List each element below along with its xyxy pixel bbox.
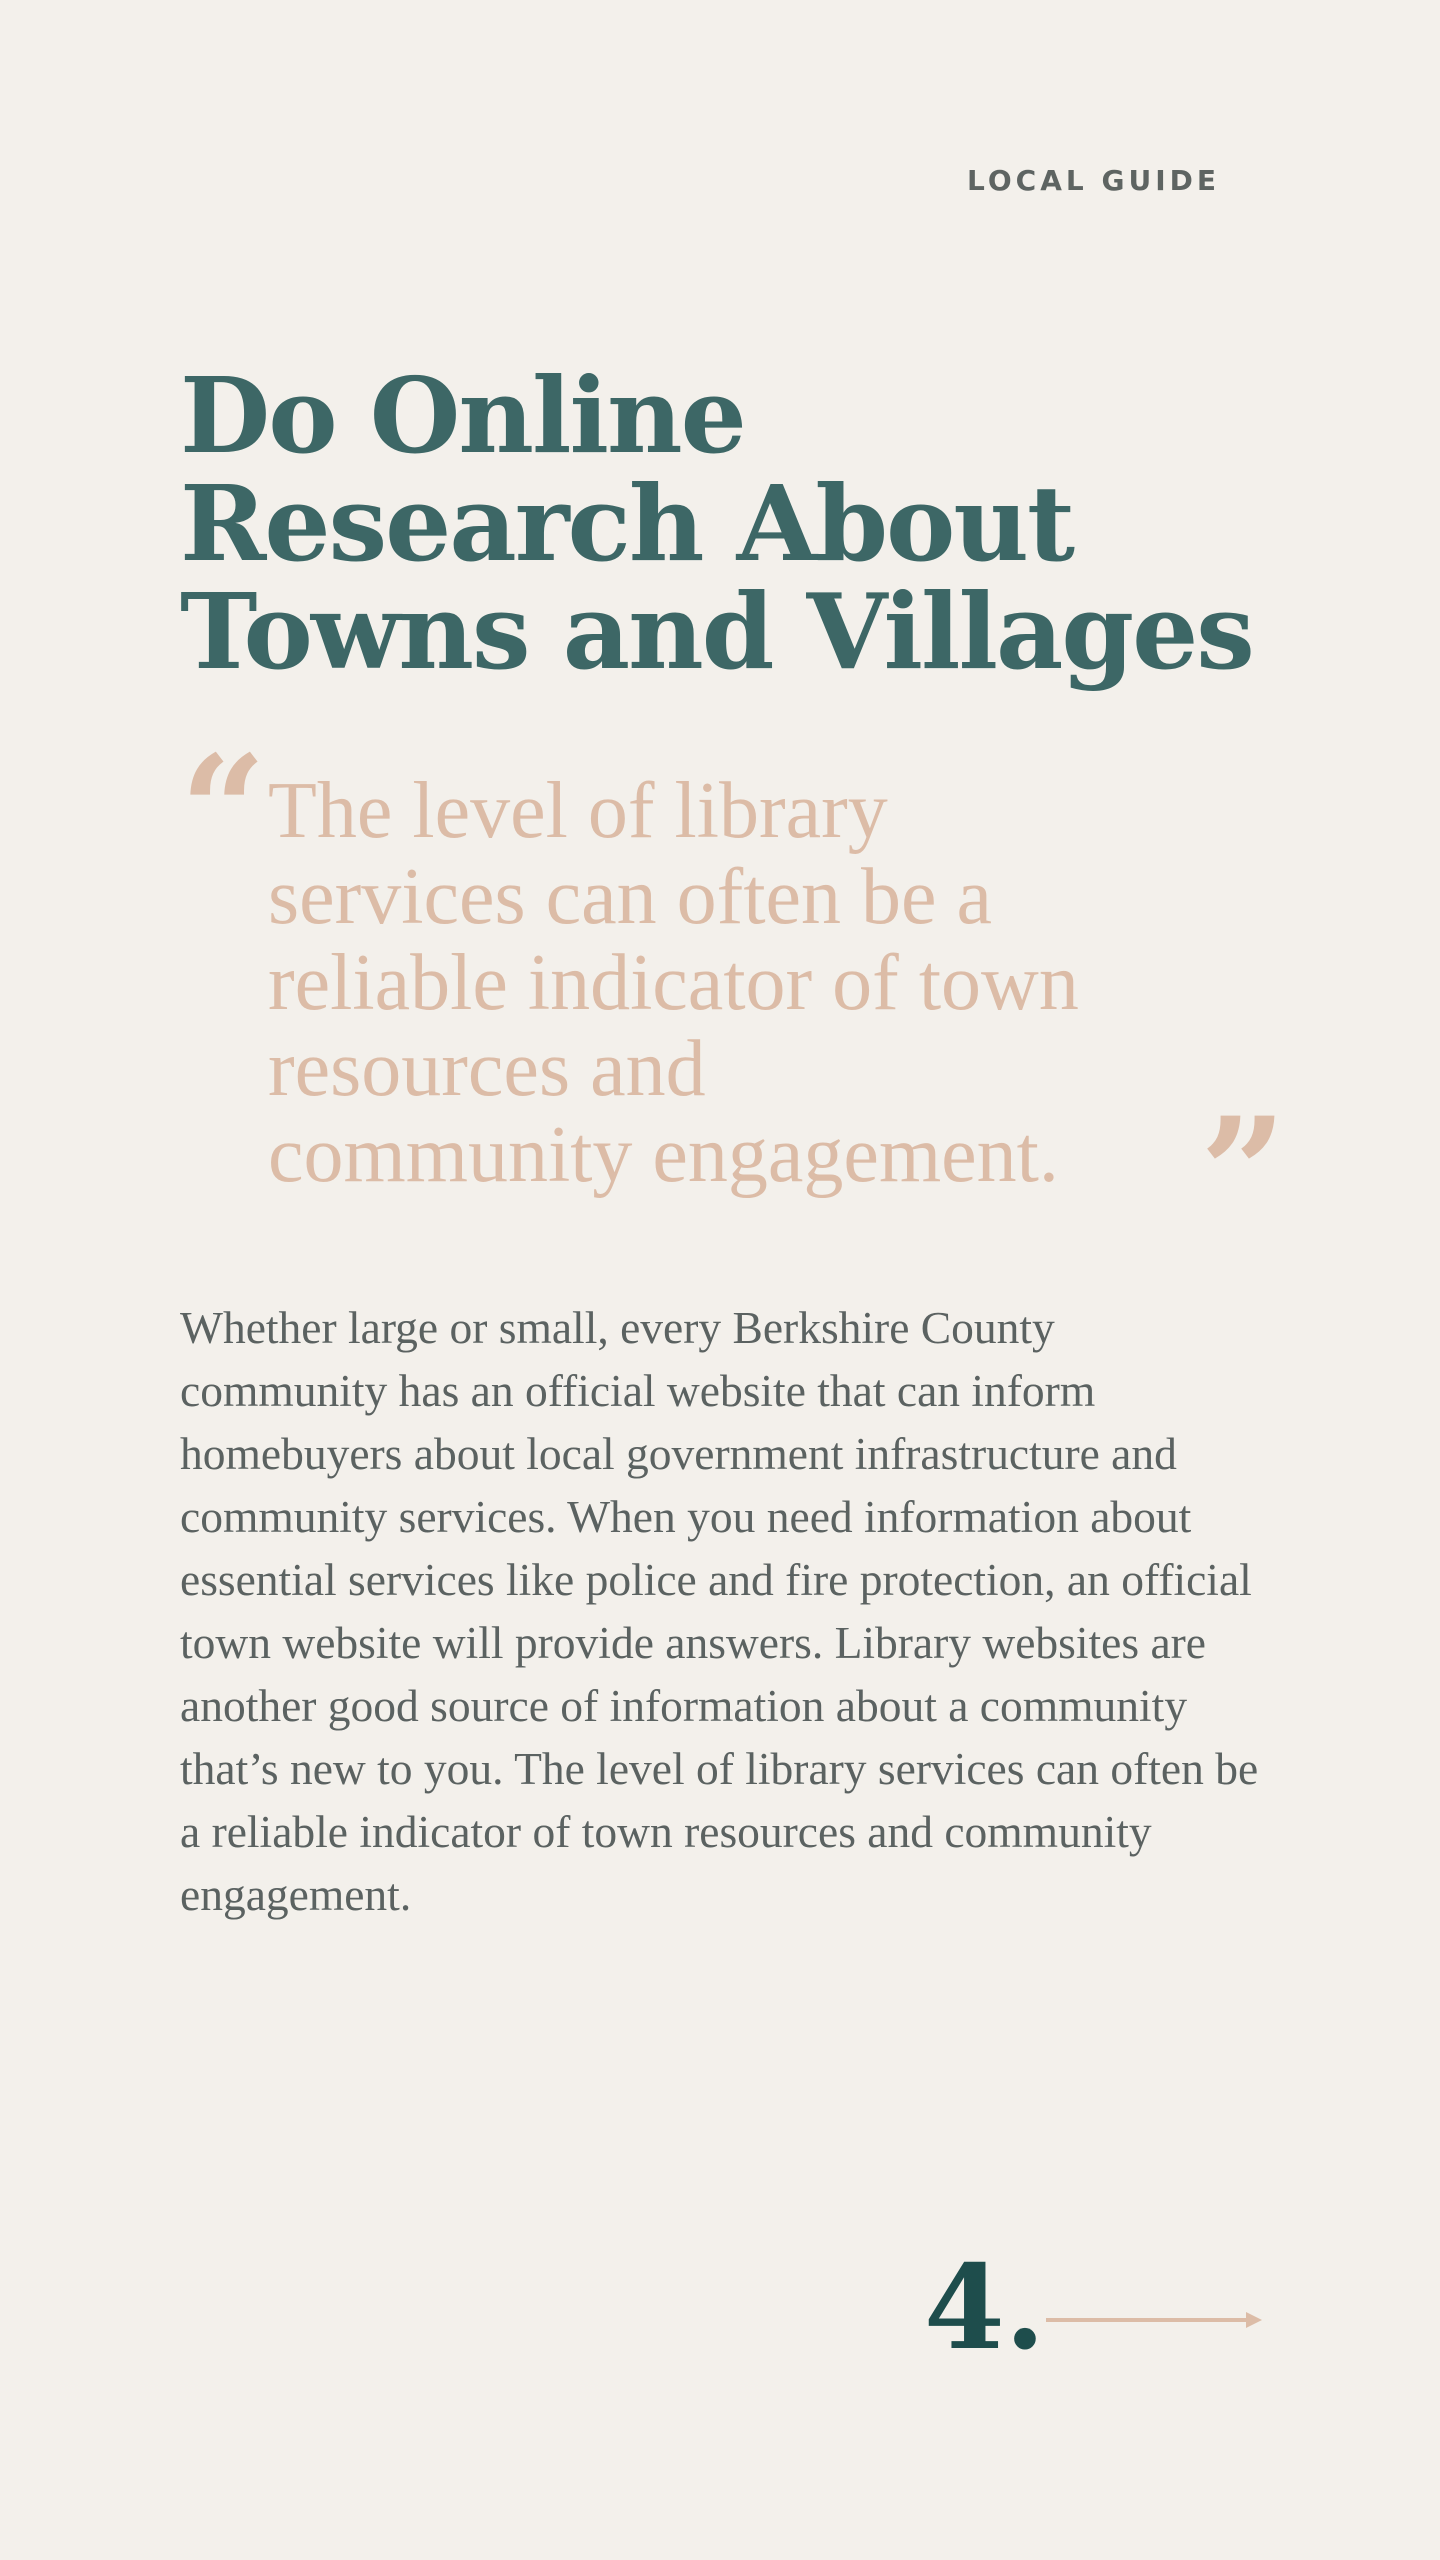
page-title: Do Online Research About Towns and Villages [180,354,1253,693]
pull-quote [180,723,1287,1261]
open-quote-icon: “ [180,723,267,899]
pull-quote-text: The level of library services can often be a reliable indicator of town resources and community engagement. [268,767,1079,1199]
page-number: 4. [924,2240,1046,2376]
arrow-right-icon[interactable] [1046,2308,1262,2332]
section-eyebrow: LOCAL GUIDE [967,164,1220,197]
close-quote-icon: ” [1200,1085,1287,1261]
body-paragraph: Whether large or small, every Berkshire County community has an official website that can inform homebuyers about local government infrastructure and community services. When you need information about essential services like police and fire protection, an official town website will provide answers. Library websites are another good source of information about a community that’s new to you. The level of library services can often be a reliable indicator of town resources and community engagement. [180,1302,1259,1920]
